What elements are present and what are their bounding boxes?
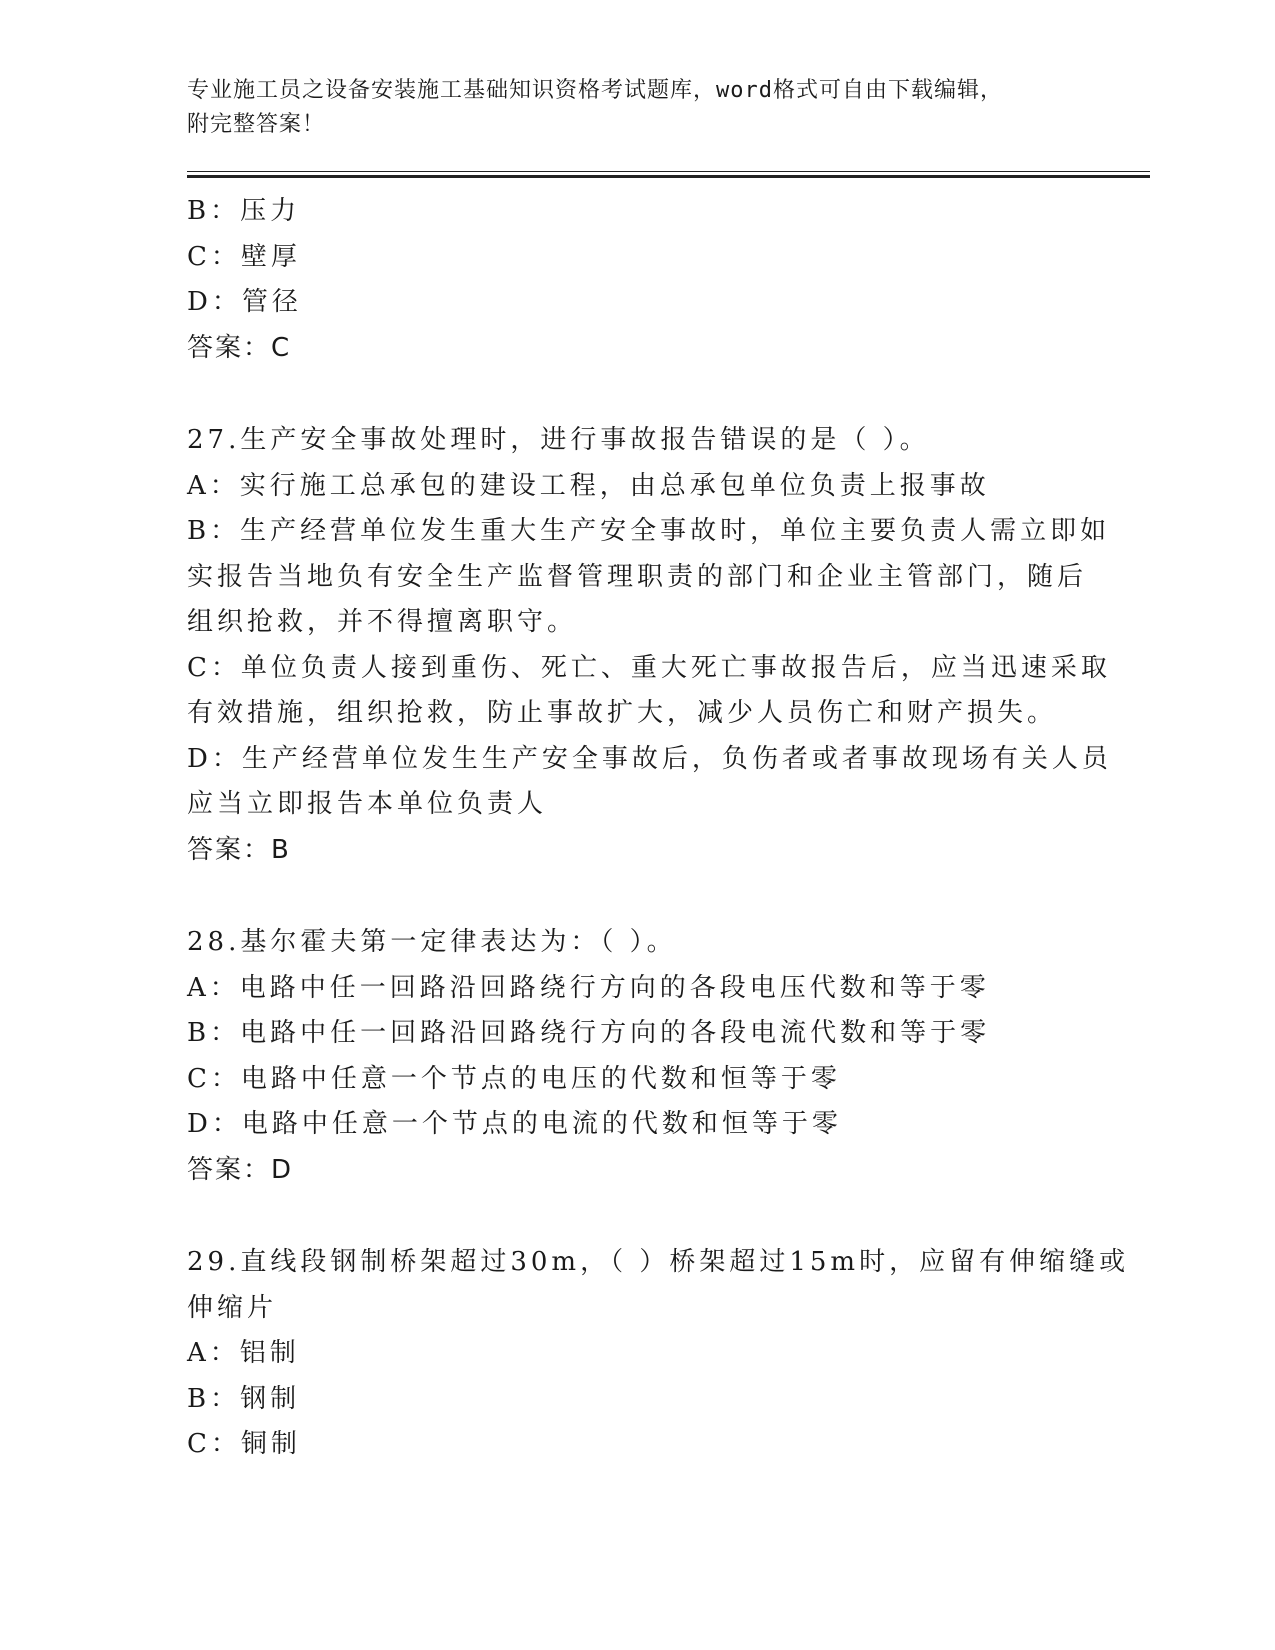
option-d: D：管径: [187, 287, 302, 317]
option-d: D：电路中任意一个节点的电流的代数和恒等于零: [187, 1109, 842, 1139]
answer: 答案：D: [187, 1154, 294, 1185]
option-b-line-3: 组织抢救，并不得擅离职守。: [187, 607, 578, 637]
option-c: C：铜制: [187, 1429, 301, 1459]
option-a: A：电路中任一回路沿回路绕行方向的各段电压代数和等于零: [187, 972, 990, 1003]
answer: 答案：B: [187, 834, 291, 865]
question-content: [187, 189, 1130, 1468]
header-line-2: 附完整答案！: [187, 112, 326, 137]
header-rule-thick: [187, 175, 1150, 178]
document-header: [187, 74, 1087, 142]
option-b-line-2: 实报告当地负有安全生产监督管理职责的部门和企业主管部门，随后: [187, 561, 1088, 592]
option-c-line-2: 有效措施，组织抢救，防止事故扩大，减少人员伤亡和财产损失。: [187, 698, 1058, 728]
option-b-line-1: B：生产经营单位发生重大生产安全事故时，单位主要负责人需立即如: [187, 516, 1111, 546]
question-27: [187, 418, 1112, 873]
option-d-line-2: 应当立即报告本单位负责人: [187, 789, 548, 819]
header-line-1: 专业施工员之设备安装施工基础知识资格考试题库，word格式可自由下载编辑，: [187, 78, 1003, 103]
option-a: A：实行施工总承包的建设工程，由总承包单位负责上报事故: [187, 470, 990, 501]
question-26-tail: [187, 189, 1087, 371]
question-stem-line-1: 29.直线段钢制桥架超过30m，（ ）桥架超过15m时，应留有伸缩缝或: [187, 1247, 1130, 1277]
question-28: [187, 920, 1087, 1193]
option-c: C：电路中任意一个节点的电压的代数和恒等于零: [187, 1063, 841, 1094]
spacer: [187, 1193, 1087, 1240]
option-b: B：钢制: [187, 1383, 301, 1414]
option-d-line-1: D：生产经营单位发生生产安全事故后，负伤者或者事故现场有关人员: [187, 743, 1112, 774]
question-stem-line-2: 伸缩片: [187, 1292, 278, 1323]
option-b: B：电路中任一回路沿回路绕行方向的各段电流代数和等于零: [187, 1018, 991, 1048]
question-29: [187, 1240, 1130, 1468]
option-a: A：铝制: [187, 1338, 300, 1368]
question-stem: 27.生产安全事故处理时，进行事故报告错误的是（ ）。: [187, 425, 930, 455]
option-b: B：压力: [187, 196, 301, 226]
option-c: C：壁厚: [187, 241, 301, 272]
answer: 答案：C: [187, 332, 292, 363]
option-c-line-1: C：单位负责人接到重伤、死亡、重大死亡事故报告后，应当迅速采取: [187, 652, 1111, 683]
spacer: [187, 371, 1087, 418]
spacer: [187, 873, 1087, 920]
header-rule-thin: [187, 171, 1150, 172]
question-stem: 28.基尔霍夫第一定律表达为：（ ）。: [187, 927, 677, 957]
